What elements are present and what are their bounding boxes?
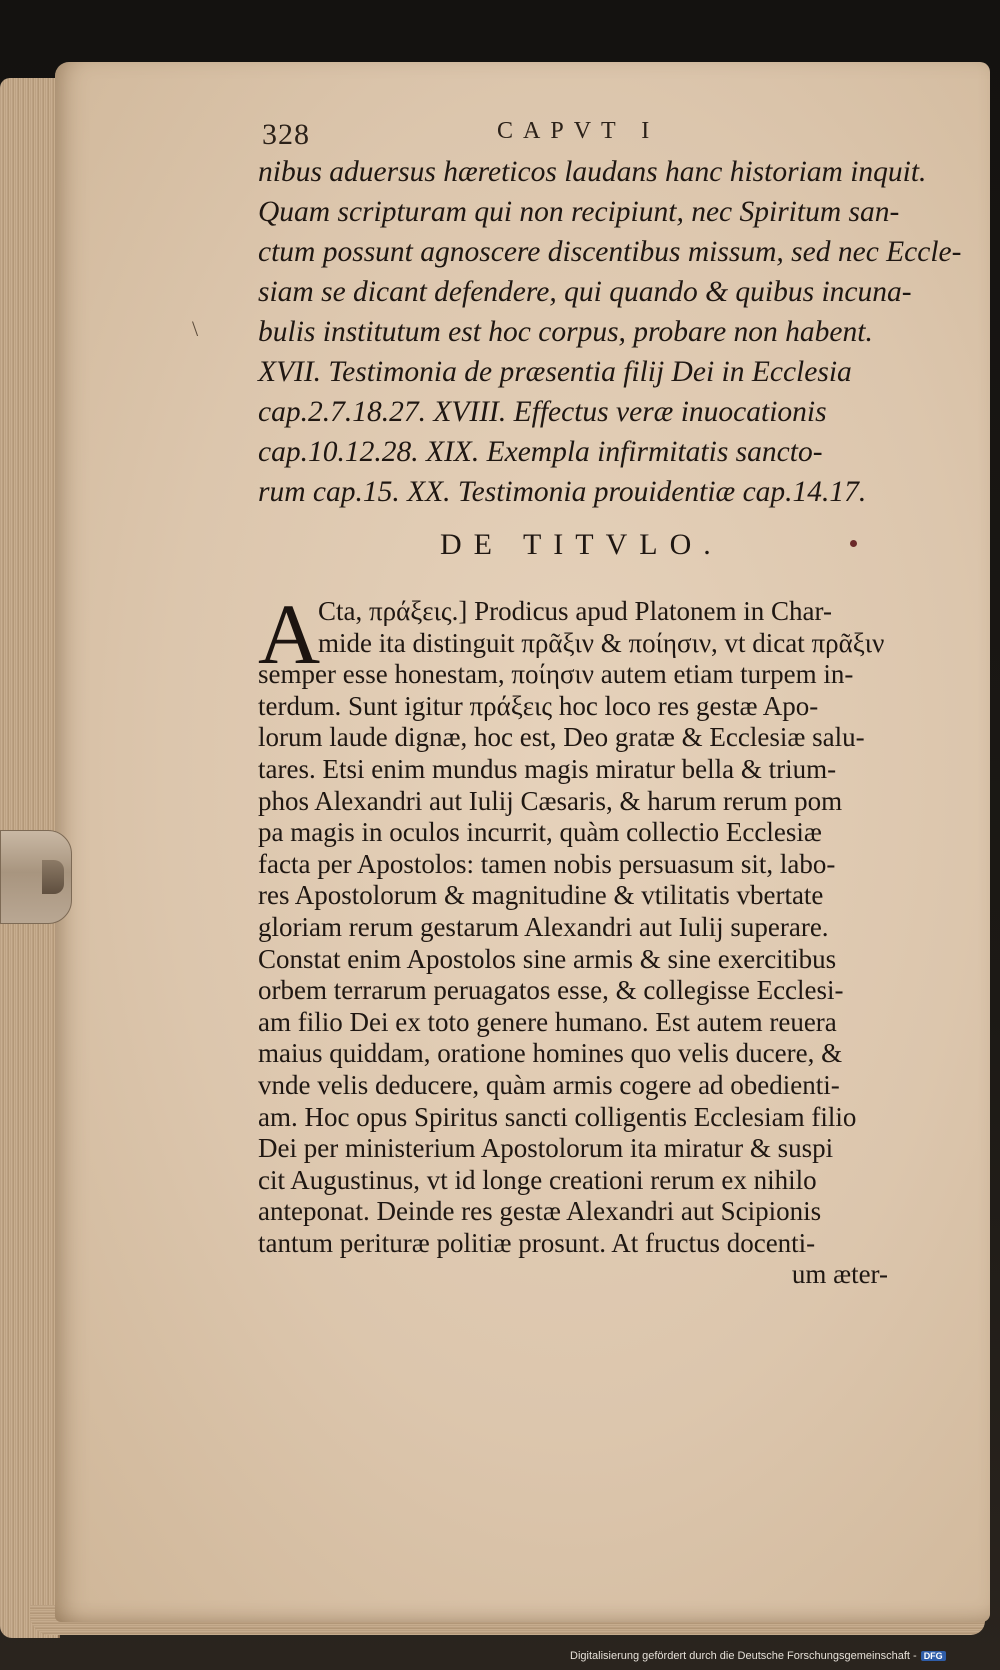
text-line: phos Alexandri aut Iulij Cæsaris, & harum rerum pom [258,785,843,816]
text-line: Quam scripturam qui non recipiunt, nec Spiritum san- [258,196,900,228]
text-line: tares. Etsi enim mundus magis miratur bella & trium- [258,753,837,784]
text-line: siam se dicant defendere, qui quando & quibus incuna- [258,276,912,308]
body-paragraph [258,586,918,1291]
text-line: terdum. Sunt igitur πράξεις hoc loco res gestæ Apo- [258,690,819,721]
text-line: pa magis in oculos incurrit, quàm collectio Ecclesiæ [258,817,822,848]
text-line: cap.2.7.18.27. XVIII. Effectus veræ inuocationis [258,396,827,428]
book-clasp-stud [42,860,64,894]
text-line: vnde velis deducere, quàm armis cogere ad obedienti- [258,1069,840,1100]
text-line: nibus aduersus hæreticos laudans hanc historiam inquit. [258,156,927,188]
text-line: ctum possunt agnoscere discentibus missum, sed nec Eccle- [258,236,962,268]
chapter-title: CAPVT I [497,118,660,144]
text-line: maius quiddam, oratione homines quo velis ducere, & [258,1038,843,1069]
text-line: bulis institutum est hoc corpus, probare non habent. [258,316,873,348]
text-line: Dei per ministerium Apostolorum ita miratur & suspi [258,1133,834,1164]
text-line: XVII. Testimonia de præsentia filij Dei in Ecclesia [258,356,852,388]
section-heading: DE TITVLO. [440,528,723,561]
text-line: rum cap.15. XX. Testimonia prouidentiæ cap.14.17. [258,476,867,508]
text-line: Cta, πράξεις.] Prodicus apud Platonem in Char- [318,596,832,626]
italic-paragraph [258,152,962,512]
ink-dot [850,540,857,547]
text-line: am filio Dei ex toto genere humano. Est autem reuera [258,1006,837,1037]
text-line: cap.10.12.28. XIX. Exempla infirmitatis sancto- [258,436,823,468]
text-line: am. Hoc opus Spiritus sancti colligentis Ecclesiam filio [258,1101,857,1132]
text-line: orbem terrarum peruagatos esse, & collegisse Ecclesi- [258,975,844,1006]
catchword: um æter- [791,1259,888,1290]
text-line: gloriam rerum gestarum Alexandri aut Iulij superare. [258,911,829,942]
text-line: anteponat. Deinde res gestæ Alexandri aut Scipionis [258,1196,822,1227]
margin-mark: \ [192,316,199,341]
credit-text: Digitalisierung gefördert durch die Deutsche Forschungsgemeinschaft - [570,1650,917,1662]
text-line: semper esse honestam, ποίησιν autem etiam turpem in- [258,659,854,690]
text-line: res Apostolorum & magnitudine & vtilitatis vbertate [258,880,824,911]
digitization-credit [570,1650,946,1662]
text-line: tantum perituræ politiæ prosunt. At fructus docenti- [258,1227,816,1258]
text-line: mide ita distinguit πρᾶξιν & ποίησιν, vt dicat πρᾶξιν [318,627,885,658]
text-line: cit Augustinus, vt id longe creationi rerum ex nihilo [258,1164,817,1195]
text-line: lorum laude dignæ, hoc est, Deo gratæ & Ecclesiæ salu- [258,722,865,753]
page-number: 328 [262,118,310,151]
text-line: facta per Apostolos: tamen nobis persuasum sit, labo- [258,848,836,879]
text-line: Constat enim Apostolos sine armis & sine exercitibus [258,943,837,974]
dfg-logo: DFG [921,1651,946,1661]
drop-cap: A [258,586,321,682]
running-head [262,118,902,154]
